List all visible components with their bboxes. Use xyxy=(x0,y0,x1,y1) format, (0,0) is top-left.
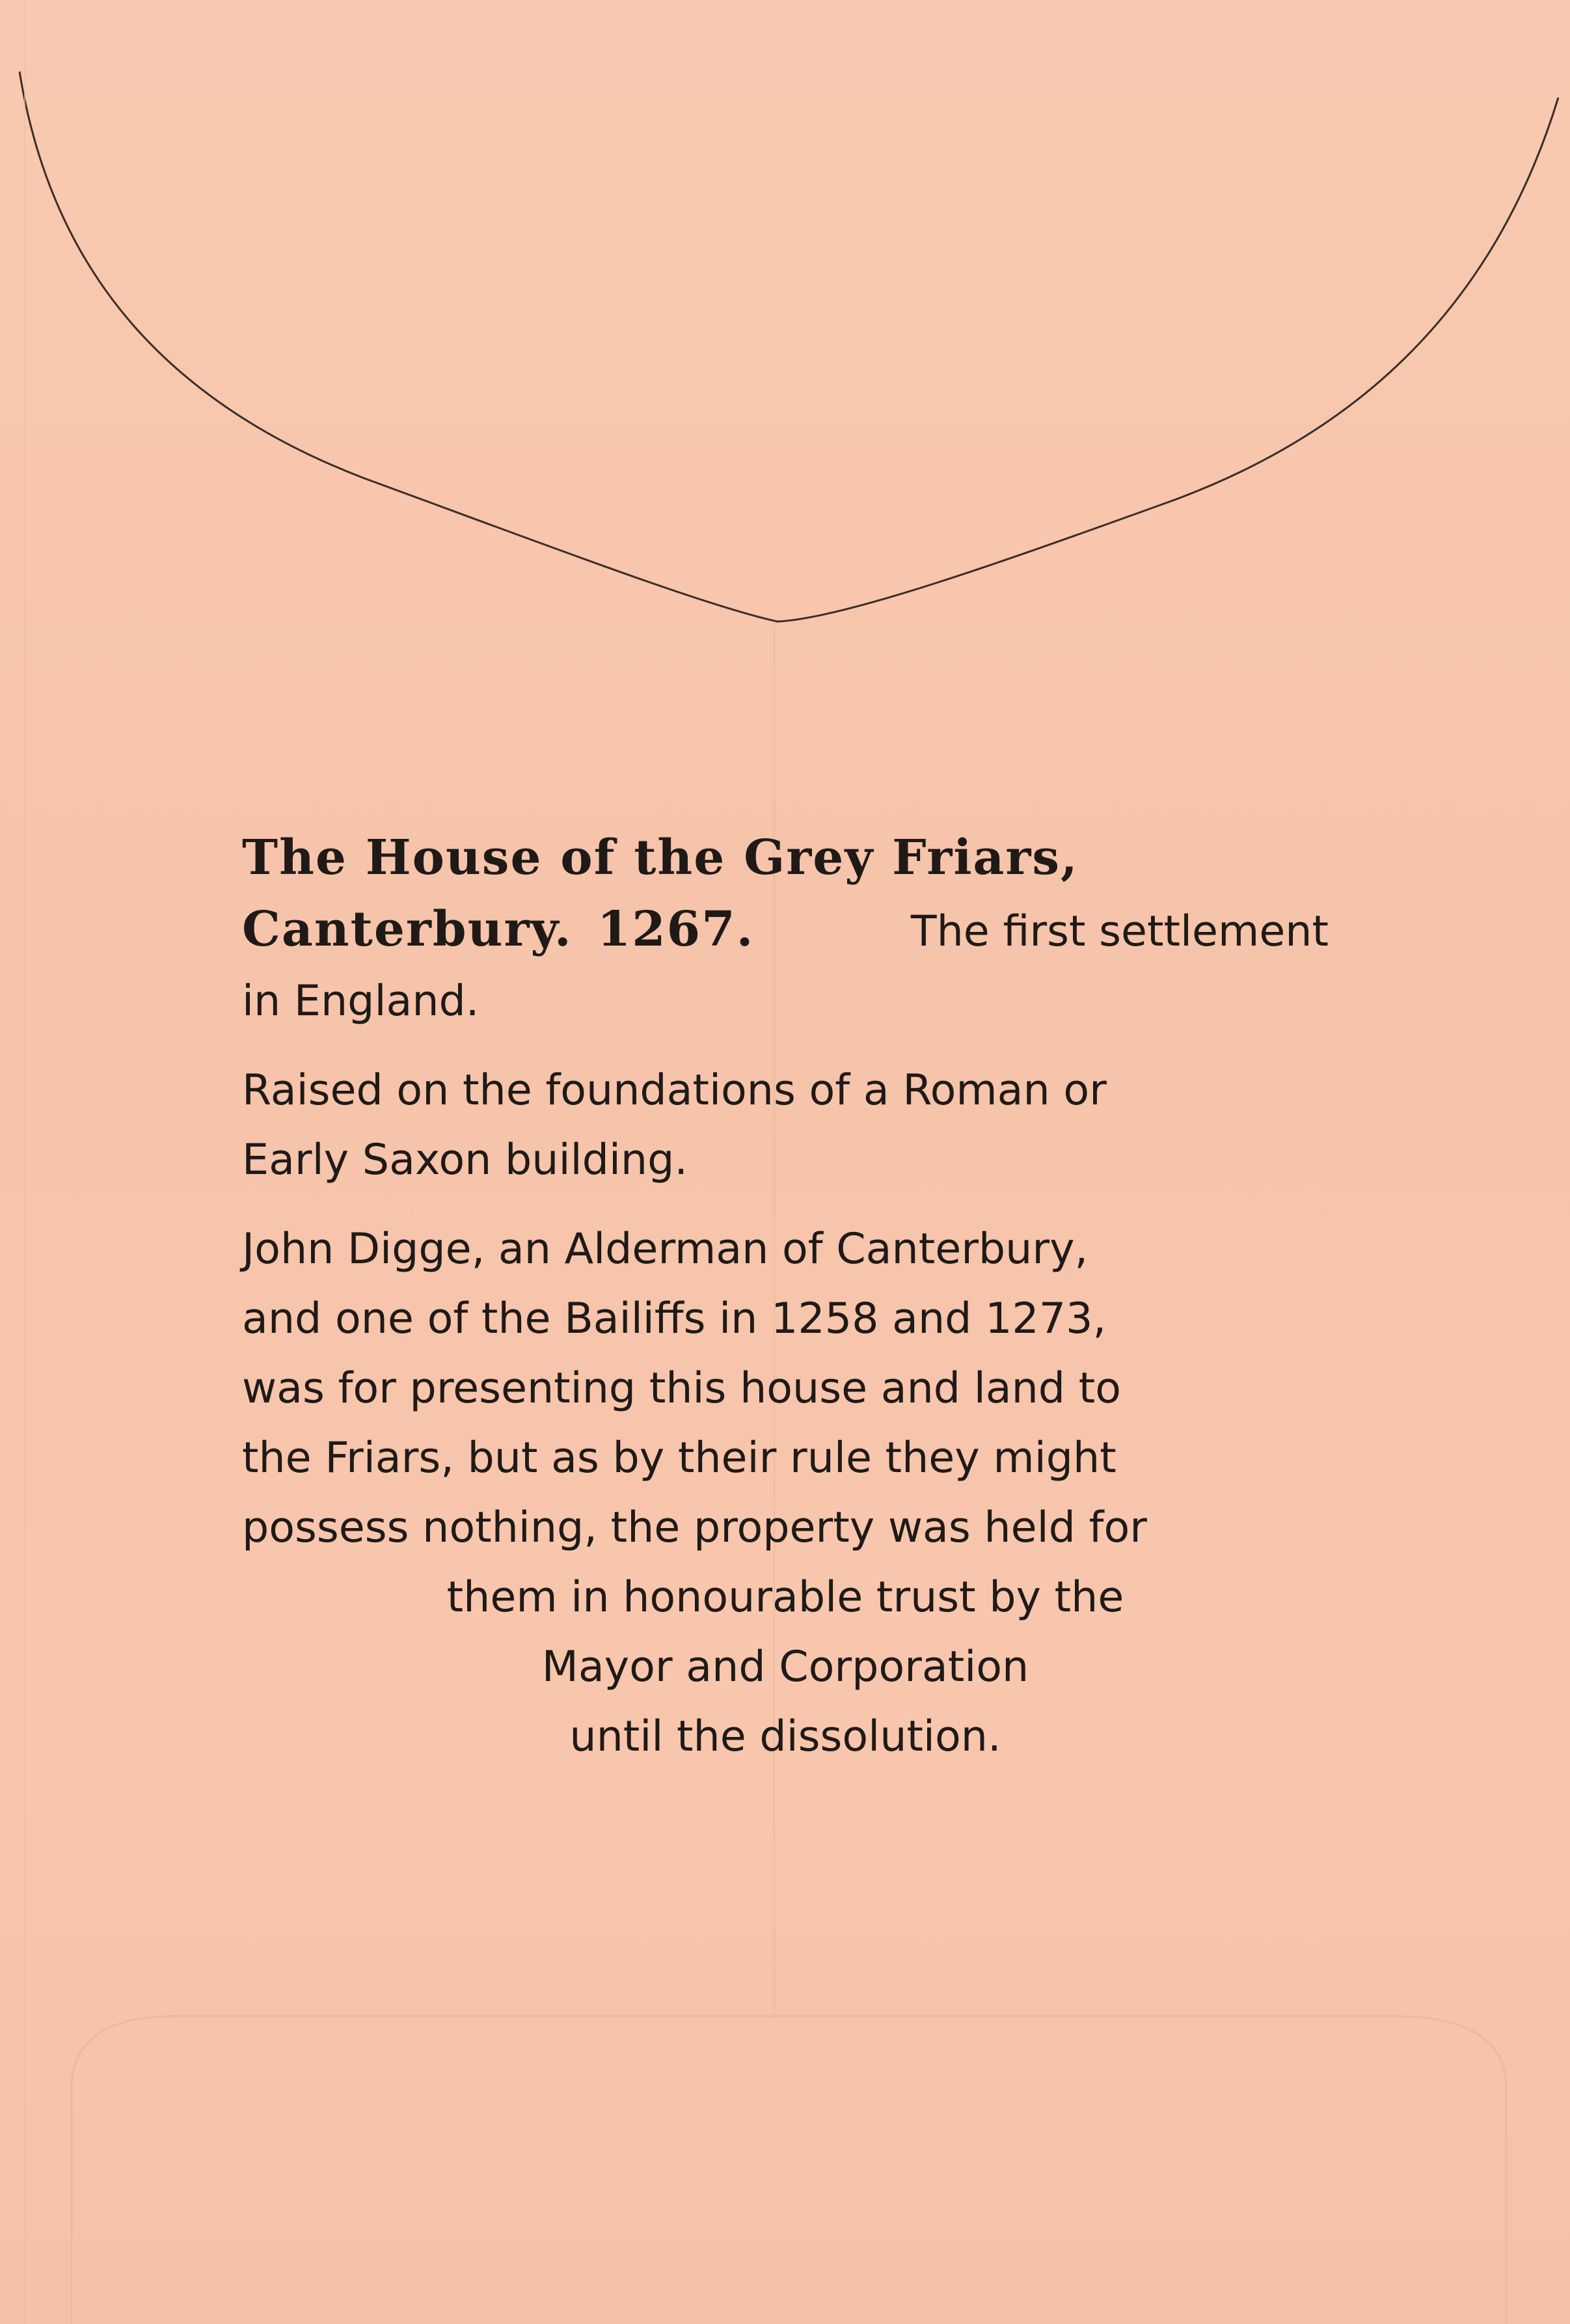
heading-rest: The first settlement xyxy=(910,907,1329,956)
para-3-line-4: the Friars, but as by their rule they might xyxy=(242,1434,1117,1483)
para-2-line-1: Raised on the foundations of a Roman or xyxy=(242,1066,1107,1115)
heading-line-1: The House of the Grey Friars, xyxy=(242,830,1079,886)
para-1-line-1: in England. xyxy=(242,977,480,1026)
heading-year: 1267. xyxy=(597,901,755,957)
heading-line-2 xyxy=(242,895,1329,966)
para-3-centered-line-3: until the dissolution. xyxy=(569,1712,1001,1761)
para-3-line-2: and one of the Bailiffs in 1258 and 1273, xyxy=(242,1294,1107,1343)
description-text xyxy=(242,823,1329,1771)
para-3-centered-line-1: them in honourable trust by the xyxy=(446,1573,1124,1622)
para-2-line-2: Early Saxon building. xyxy=(242,1136,688,1184)
bottom-flap-edge xyxy=(72,2016,1506,2324)
para-3-line-1: John Digge, an Alderman of Canterbury, xyxy=(242,1225,1089,1274)
heading-place: Canterbury. xyxy=(242,901,573,957)
para-3-line-3: was for presenting this house and land to xyxy=(242,1364,1121,1413)
para-3-centered-line-2: Mayor and Corporation xyxy=(541,1643,1029,1691)
top-flap-curve xyxy=(20,72,1558,622)
para-3-line-5: possess nothing, the property was held for xyxy=(242,1503,1147,1552)
